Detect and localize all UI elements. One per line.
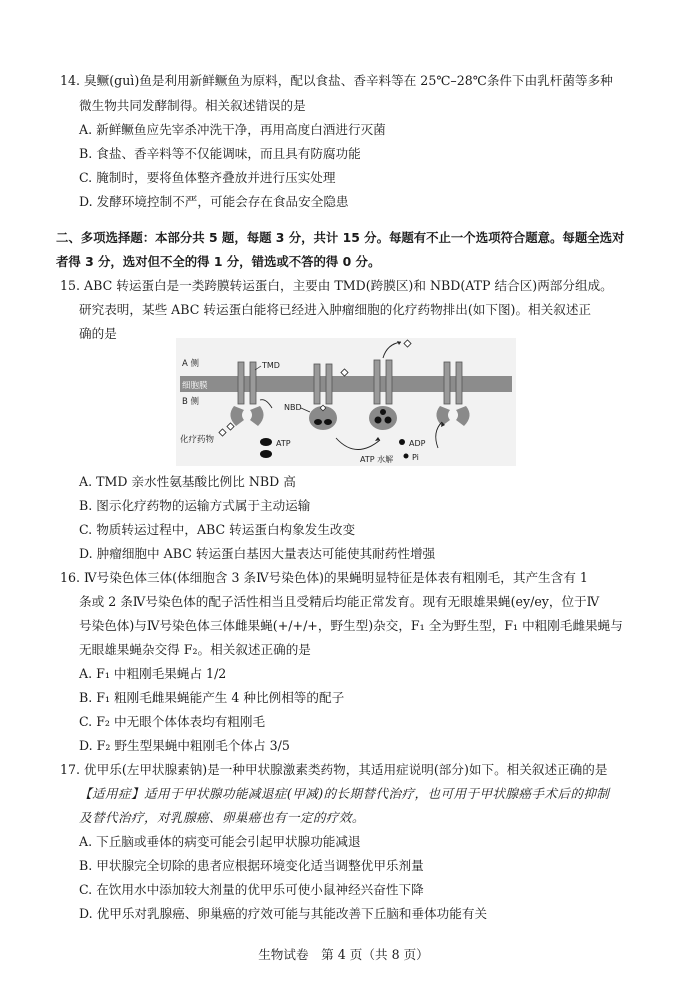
q16-option-d: D. F₂ 野生型果蝇中粗刚毛个体占 3/5 — [79, 738, 290, 753]
section2-heading-line-1: 二、多项选择题：本部分共 5 题，每题 3 分，共计 15 分。每题有不止一个选项符合题意。每题全选对 — [56, 230, 625, 245]
membrane-label: 细胞膜 — [182, 381, 208, 391]
q14-option-b: B. 食盐、香辛料等不仅能调味，而且具有防腐功能 — [79, 146, 361, 161]
q14-option-a: A. 新鲜鳜鱼应先宰杀冲洗干净，再用高度白酒进行灭菌 — [79, 122, 386, 137]
q16-option-b: B. F₁ 粗刚毛雌果蝇能产生 4 种比例相等的配子 — [79, 690, 345, 705]
q14-stem-line-1: 14. 臭鳜(guì)鱼是利用新鲜鳜鱼为原料，配以食盐、香辛料等在 25℃–28℃条件下由乳杆菌等多种 — [60, 73, 613, 88]
adp-molecule-icon — [399, 439, 405, 445]
q17-option-b: B. 甲状腺完全切除的患者应根据环境变化适当调整优甲乐剂量 — [79, 858, 424, 873]
q17-quote-line-1: 【适用症】适用于甲状腺功能减退症(甲减)的长期替代治疗，也可用于甲状腺癌手术后的抑制 — [79, 786, 610, 801]
q16-stem-line-1: 16. Ⅳ号染色体三体(体细胞含 3 条Ⅳ号染色体)的果蝇明显特征是体表有粗刚毛，其产生含有 1 — [60, 570, 588, 585]
page-footer: 生物试卷 第 4 页（共 8 页） — [258, 947, 429, 962]
q15-stem-line-1: 15. ABC 转运蛋白是一类跨膜转运蛋白，主要由 TMD(跨膜区)和 NBD(ATP 结合区)两部分组成。 — [60, 278, 613, 293]
q15-option-d: D. 肿瘤细胞中 ABC 转运蛋白基因大量表达可能使其耐药性增强 — [79, 546, 436, 561]
q16-stem-line-4: 无眼雄果蝇杂交得 F₂。相关叙述正确的是 — [79, 642, 311, 657]
q16-option-a: A. F₁ 中粗刚毛果蝇占 1/2 — [79, 666, 227, 681]
q14-option-c: C. 腌制时，要将鱼体整齐叠放并进行压实处理 — [79, 170, 336, 185]
pi-label: Pi — [412, 453, 419, 462]
q15-option-b: B. 图示化疗药物的运输方式属于主动运输 — [79, 498, 311, 513]
q17-quote-line-2: 及替代治疗，对乳腺癌、卵巢癌也有一定的疗效。 — [79, 810, 365, 825]
q14-stem-line-2: 微生物共同发酵制得。相关叙述错误的是 — [79, 98, 306, 113]
side-a-label: A 侧 — [182, 359, 200, 369]
q16-stem-line-2: 条或 2 条Ⅳ号染色体的配子活性相当且受精后均能正常发育。现有无眼雄果蝇(ey/ey，位于Ⅳ — [79, 594, 600, 609]
atp-hydrolysis-label: ATP 水解 — [360, 455, 394, 464]
pi-molecule-icon — [404, 454, 409, 459]
atp-molecule-icon — [260, 438, 272, 446]
nbd-label: NBD — [284, 403, 302, 412]
q14-option-d: D. 发酵环境控制不严，可能会存在食品安全隐患 — [79, 194, 349, 209]
drug-label: 化疗药物 — [180, 435, 215, 445]
q16-stem-line-3: 号染色体)与Ⅳ号染色体三体雌果蝇(+/+/+，野生型)杂交，F₁ 全为野生型，F₁ 中粗刚毛雌果蝇与 — [79, 618, 623, 633]
q17-option-a: A. 下丘脑或垂体的病变可能会引起甲状腺功能减退 — [79, 834, 361, 849]
q17-option-c: C. 在饮用水中添加较大剂量的优甲乐可使小鼠神经兴奋性下降 — [79, 882, 424, 897]
tmd-label: TMD — [262, 361, 280, 370]
q16-option-c: C. F₂ 中无眼个体体表均有粗刚毛 — [79, 714, 266, 729]
q17-stem-line-1: 17. 优甲乐(左甲状腺素钠)是一种甲状腺激素类药物，其适用症说明(部分)如下。相关叙述正确的是 — [60, 762, 608, 777]
side-b-label: B 侧 — [182, 397, 200, 407]
abc-transporter-diagram — [176, 338, 516, 466]
q17-option-d: D. 优甲乐对乳腺癌、卵巢癌的疗效可能与其能改善下丘脑和垂体功能有关 — [79, 906, 488, 921]
q15-stem-line-2: 研究表明，某些 ABC 转运蛋白能将已经进入肿瘤细胞的化疗药物排出(如下图)。相关叙述正 — [79, 302, 592, 317]
q15-option-a: A. TMD 亲水性氨基酸比例比 NBD 高 — [79, 474, 296, 489]
q15-stem-line-3: 确的是 — [79, 326, 117, 341]
section2-heading-line-2: 者得 3 分，选对但不全的得 1 分，错选或不答的得 0 分。 — [56, 254, 381, 269]
atp-label: ATP — [276, 439, 291, 448]
adp-label: ADP — [409, 439, 426, 448]
atp-molecule-icon — [260, 450, 272, 458]
q15-option-c: C. 物质转运过程中，ABC 转运蛋白构象发生改变 — [79, 522, 356, 537]
